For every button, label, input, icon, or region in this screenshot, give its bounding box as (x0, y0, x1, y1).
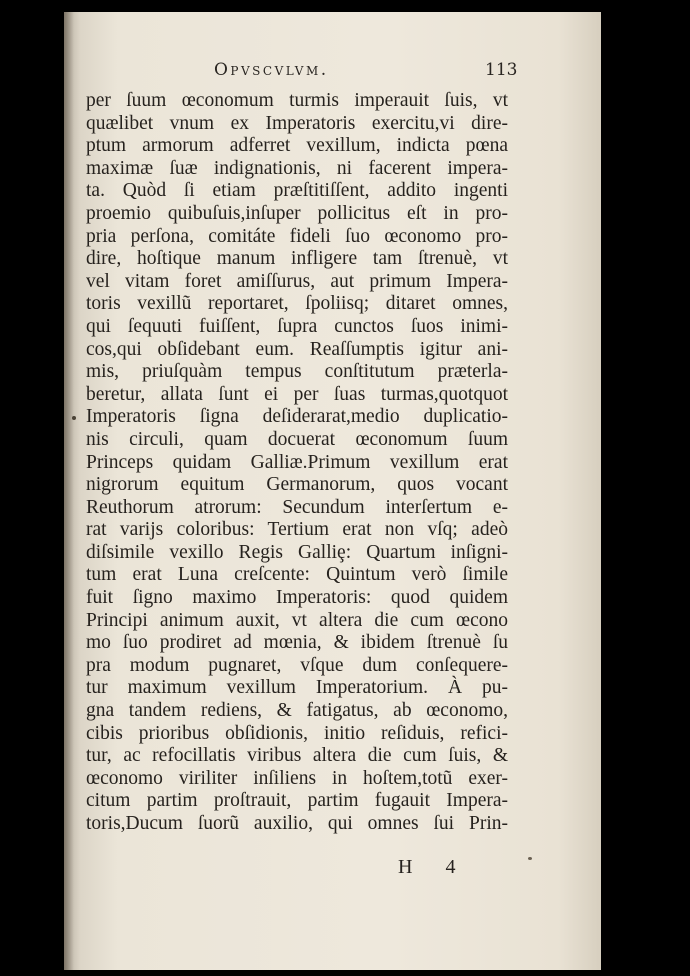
gutter-shadow (64, 12, 74, 970)
text-line: diſsimile vexillo Regis Galliȩ: Quartum inſigni- (86, 541, 508, 563)
margin-mark (528, 857, 532, 860)
signature-mark: H 4 (398, 856, 470, 878)
text-line: mo ſuo prodiret ad mœnia, & ibidem ſtrenuè ſu (86, 632, 508, 654)
text-line: proemio quibuſuis,inſuper pollicitus eſt in pro- (86, 202, 508, 224)
text-line: per ſuum œconomum turmis imperauit ſuis, vt (86, 90, 508, 111)
text-line: tur maximum vexillum Imperatorium. À pu- (86, 677, 508, 699)
text-line: maximæ ſuæ indignationis, ni facerent impera- (86, 157, 508, 179)
text-line: nis circuli, quam docuerat œconomum ſuum (86, 428, 508, 450)
text-line: Princeps quidam Galliæ.Primum vexillum erat (86, 451, 508, 473)
text-line: rat varijs coloribus: Tertium erat non vſq; adeò (86, 519, 508, 541)
text-line: Reuthorum atrorum: Secundum interſertum e- (86, 496, 508, 518)
text-line: qui ſequuti fuiſſent, ſupra cunctos ſuos inimi- (86, 315, 508, 337)
text-line: nigrorum equitum Germanorum, quos vocant (86, 474, 508, 496)
text-line: œconomo viriliter inſiliens in hoſtem,totũ exer- (86, 767, 508, 789)
text-line: ta. Quòd ſi etiam præſtitiſſent, addito ingenti (86, 180, 508, 202)
running-head-title: Opvscvlvm. (214, 60, 329, 80)
text-line: citum partim proſtrauit, partim fugauit Impera- (86, 790, 508, 812)
text-line: beretur, allata ſunt ei per ſuas turmas,quotquot (86, 383, 508, 405)
text-line: vel vitam foret amiſſurus, aut primum Impera- (86, 270, 508, 292)
text-line: quælibet vnum ex Imperatoris exercitu,vi dire- (86, 112, 508, 134)
text-line: toris vexillũ reportaret, ſpoliisq; ditaret omnes, (86, 293, 508, 315)
page-number: 113 (485, 60, 518, 80)
text-line: fuit ſigno maximo Imperatoris: quod quidem (86, 587, 508, 609)
margin-mark (72, 416, 76, 420)
text-line: cos,qui obſidebant eum. Reaſſumptis igitur ani- (86, 338, 508, 360)
text-line: tur, ac refocillatis viribus altera die cum ſuis, & (86, 745, 508, 767)
text-line: Imperatoris ſigna deſiderarat,medio duplicatio- (86, 406, 508, 428)
text-line: ptum armorum adferret vexillum, indicta pœna (86, 135, 508, 157)
text-line: pra modum pugnaret, vſque dum conſequere- (86, 654, 508, 676)
text-line: tum erat Luna creſcente: Quintum verò ſimile (86, 564, 508, 586)
text-line: dire, hoſtique manum infligere tam ſtrenuè, vt (86, 248, 508, 270)
text-line: toris,Ducum ſuorũ auxilio, qui omnes ſui Prin- (86, 813, 508, 834)
text-line: gna tandem rediens, & fatigatus, ab œconomo, (86, 700, 508, 722)
text-line: mis, priuſquàm tempus conſtitutum præterla- (86, 361, 508, 383)
text-line: pria perſona, comitáte fideli ſuo œconomo pro- (86, 225, 508, 247)
running-head (0, 60, 690, 84)
text-line: Principi animum auxit, vt altera die cum œcono (86, 609, 508, 631)
body-text (86, 90, 508, 836)
text-line: cibis prioribus obſidionis, initio reſiduis, refici- (86, 722, 508, 744)
